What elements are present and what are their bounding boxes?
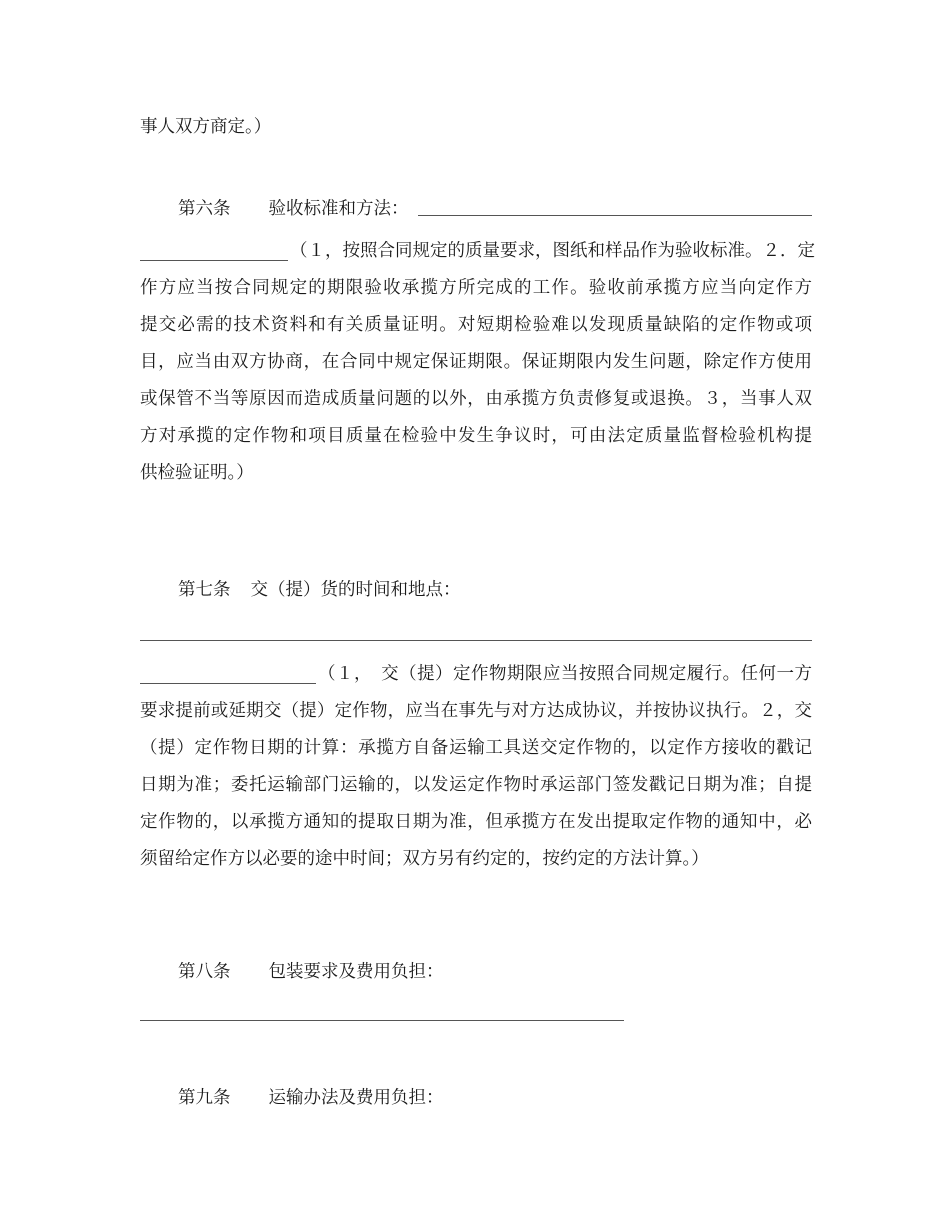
article-8-title: 包装要求及费用负担： (268, 962, 444, 982)
article-6-line-3: 提交必需的技术资料和有关质量证明。对短期检验难以发现质量缺陷的定作物或项 (140, 315, 812, 335)
article-6-blank-line-2 (140, 260, 288, 261)
article-6-title: 验收标准和方法： (268, 199, 409, 219)
article-6-line-4: 目，应当由双方协商，在合同中规定保证期限。保证期限内发生问题，除定作方使用 (140, 352, 812, 372)
article-9-heading (178, 1086, 498, 1110)
article-7-line-3: （提）定作物日期的计算：承揽方自备运输工具送交定作物的，以定作方接收的戳记 (140, 738, 812, 758)
article-7-heading (178, 578, 498, 602)
article-6-heading (178, 197, 418, 221)
article-7-blank-line-2 (140, 683, 316, 684)
article-6-line-2: 作方应当按合同规定的期限验收承揽方所完成的工作。验收前承揽方应当向定作方 (140, 278, 812, 298)
article-7-blank-line (140, 640, 812, 641)
article-7-line-6: 须留给定作方以必要的途中时间；双方另有约定的，按约定的方法计算。） (140, 849, 709, 869)
article-6-line-1: （１，按照合同规定的质量要求，图纸和样品作为验收标准。２．定 (290, 241, 815, 261)
article-7-title: 交（提）货的时间和地点： (250, 580, 461, 600)
article-9-title: 运输办法及费用负担： (268, 1088, 444, 1108)
article-6-line-7: 供检验证明。） (140, 463, 254, 483)
article-8-blank-line (140, 1020, 624, 1021)
article-6-line-6: 方对承揽的定作物和项目质量在检验中发生争议时，可由法定质量监督检验机构提 (140, 426, 812, 446)
article-7-line-5: 定作物的，以承揽方通知的提取日期为准，但承揽方在发出提取定作物的通知中，必 (140, 812, 812, 832)
continuation-text: 事人双方商定。） (140, 117, 272, 137)
article-9-label: 第九条 (178, 1088, 231, 1108)
article-6-label: 第六条 (178, 199, 231, 219)
article-7-label: 第七条 (178, 580, 231, 600)
article-7-line-1: （１， 交（提）定作物期限应当按照合同规定履行。任何一方 (318, 664, 812, 684)
article-7-line-4: 日期为准；委托运输部门运输的，以发运定作物时承运部门签发戳记日期为准；自提 (140, 775, 812, 795)
article-6-line-5: 或保管不当等原因而造成质量问题的以外，由承揽方负责修复或退换。３，当事人双 (140, 389, 812, 409)
article-7-line-2: 要求提前或延期交（提）定作物，应当在事先与对方达成协议，并按协议执行。２，交 (140, 701, 812, 721)
article-8-label: 第八条 (178, 962, 231, 982)
article-6-blank-line (418, 215, 812, 216)
article-8-heading (178, 960, 498, 984)
